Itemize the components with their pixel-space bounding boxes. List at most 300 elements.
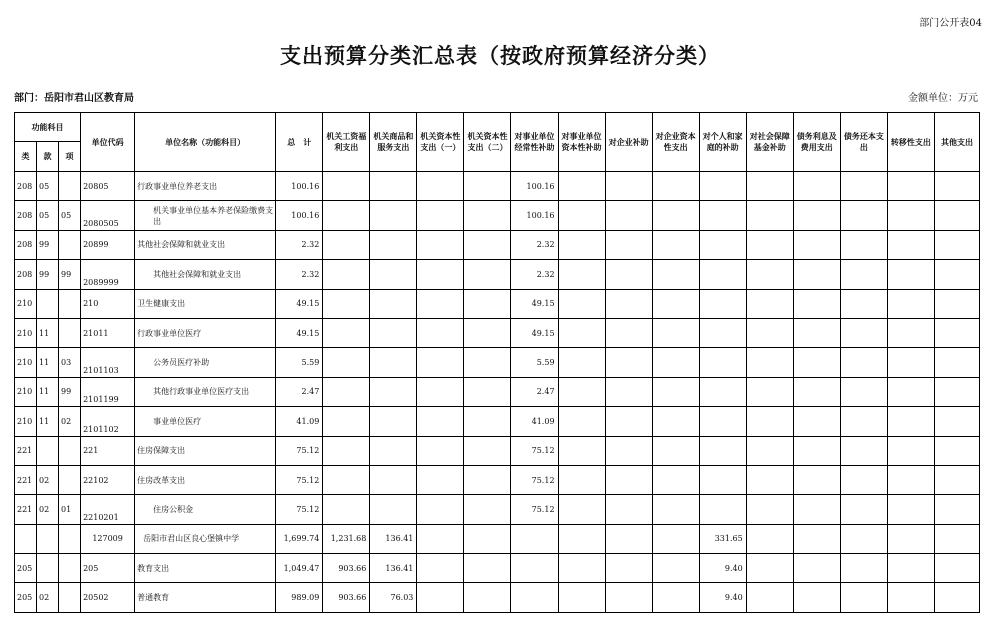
cell-c14 [934, 554, 979, 583]
cell-c6 [558, 583, 605, 612]
cell-c2 [370, 377, 417, 406]
cell-unit-name: 其他行政事业单位医疗支出 [135, 377, 276, 406]
cell-c14 [934, 172, 979, 201]
cell-c7 [605, 260, 652, 289]
table-row [15, 436, 980, 465]
cell-c9 [699, 407, 746, 436]
cell-c6 [558, 201, 605, 230]
cell-c13 [887, 201, 934, 230]
cell-kuan [37, 436, 59, 465]
cell-lei [15, 524, 37, 553]
cell-total: 1,049.47 [276, 554, 323, 583]
cell-c11 [793, 318, 840, 347]
cell-xiang [59, 436, 81, 465]
cell-c1 [323, 465, 370, 494]
cell-c4 [464, 465, 511, 494]
cell-c4 [464, 407, 511, 436]
cell-c11 [793, 348, 840, 377]
cell-xiang [59, 554, 81, 583]
cell-c8 [652, 583, 699, 612]
cell-total: 75.12 [276, 495, 323, 524]
cell-c2 [370, 172, 417, 201]
cell-c12 [840, 377, 887, 406]
cell-c7 [605, 230, 652, 259]
cell-c7 [605, 436, 652, 465]
cell-total: 2.32 [276, 260, 323, 289]
cell-c1 [323, 318, 370, 347]
cell-c10 [746, 495, 793, 524]
cell-total: 75.12 [276, 436, 323, 465]
page-title: 支出预算分类汇总表（按政府预算经济分类） [280, 44, 720, 68]
cell-xiang [59, 583, 81, 612]
cell-c1 [323, 377, 370, 406]
cell-c13 [887, 465, 934, 494]
cell-c6 [558, 230, 605, 259]
cell-c8 [652, 465, 699, 494]
cell-kuan [37, 289, 59, 318]
cell-c14 [934, 407, 979, 436]
cell-c4 [464, 583, 511, 612]
cell-c12 [840, 436, 887, 465]
cell-c7 [605, 318, 652, 347]
header-c7: 对企业补助 [605, 113, 652, 172]
cell-lei: 208 [15, 201, 37, 230]
cell-c9: 9.40 [699, 554, 746, 583]
cell-c2 [370, 230, 417, 259]
cell-unit-code: 20805 [81, 172, 135, 201]
cell-unit-code: 127009 [81, 524, 135, 553]
cell-c14 [934, 230, 979, 259]
cell-xiang: 99 [59, 260, 81, 289]
cell-c2: 136.41 [370, 524, 417, 553]
cell-xiang: 01 [59, 495, 81, 524]
cell-c5: 100.16 [511, 201, 558, 230]
cell-unit-name: 岳阳市君山区良心堡镇中学 [135, 524, 276, 553]
cell-c13 [887, 172, 934, 201]
cell-c6 [558, 348, 605, 377]
cell-kuan [37, 524, 59, 553]
cell-total: 75.12 [276, 465, 323, 494]
cell-kuan: 99 [37, 260, 59, 289]
cell-c8 [652, 524, 699, 553]
cell-c8 [652, 554, 699, 583]
cell-c8 [652, 260, 699, 289]
cell-c10 [746, 554, 793, 583]
cell-c2 [370, 318, 417, 347]
cell-c3 [417, 172, 464, 201]
cell-kuan: 11 [37, 318, 59, 347]
cell-c7 [605, 554, 652, 583]
cell-c6 [558, 495, 605, 524]
cell-c2 [370, 407, 417, 436]
cell-c7 [605, 377, 652, 406]
cell-kuan: 02 [37, 465, 59, 494]
cell-total: 100.16 [276, 172, 323, 201]
cell-c10 [746, 289, 793, 318]
cell-c6 [558, 260, 605, 289]
cell-c5: 75.12 [511, 465, 558, 494]
cell-lei: 205 [15, 554, 37, 583]
cell-total: 100.16 [276, 201, 323, 230]
table-row [15, 377, 980, 406]
cell-c12 [840, 407, 887, 436]
cell-c4 [464, 377, 511, 406]
cell-c12 [840, 465, 887, 494]
cell-unit-name: 机关事业单位基本养老保险缴费支出 [135, 201, 276, 230]
cell-c14 [934, 495, 979, 524]
cell-c9: 9.40 [699, 583, 746, 612]
cell-c4 [464, 289, 511, 318]
cell-c5 [511, 524, 558, 553]
header-unit-code: 单位代码 [81, 113, 135, 172]
cell-c3 [417, 318, 464, 347]
cell-c9 [699, 348, 746, 377]
cell-c5: 75.12 [511, 436, 558, 465]
cell-lei: 210 [15, 318, 37, 347]
cell-c2 [370, 348, 417, 377]
cell-c1 [323, 289, 370, 318]
cell-c8 [652, 377, 699, 406]
cell-c11 [793, 289, 840, 318]
cell-c5: 100.16 [511, 172, 558, 201]
cell-c2 [370, 465, 417, 494]
cell-c14 [934, 436, 979, 465]
cell-c13 [887, 377, 934, 406]
cell-unit-name: 公务员医疗补助 [135, 348, 276, 377]
cell-c6 [558, 377, 605, 406]
cell-c10 [746, 201, 793, 230]
cell-c6 [558, 524, 605, 553]
cell-c3 [417, 260, 464, 289]
cell-c1 [323, 260, 370, 289]
cell-kuan: 99 [37, 230, 59, 259]
cell-c9 [699, 201, 746, 230]
cell-total: 5.59 [276, 348, 323, 377]
cell-c9: 331.65 [699, 524, 746, 553]
cell-c13 [887, 318, 934, 347]
cell-c2 [370, 260, 417, 289]
cell-c12 [840, 260, 887, 289]
header-unit-name: 单位名称（功能科目） [135, 113, 276, 172]
cell-c10 [746, 260, 793, 289]
cell-c11 [793, 524, 840, 553]
cell-c8 [652, 348, 699, 377]
cell-c3 [417, 495, 464, 524]
cell-c12 [840, 318, 887, 347]
cell-c10 [746, 436, 793, 465]
cell-c3 [417, 436, 464, 465]
cell-c1 [323, 407, 370, 436]
cell-c6 [558, 407, 605, 436]
cell-c1 [323, 495, 370, 524]
cell-c13 [887, 348, 934, 377]
header-func-subject: 功能科目 [15, 113, 81, 142]
cell-lei: 210 [15, 348, 37, 377]
cell-c5: 75.12 [511, 495, 558, 524]
cell-c11 [793, 407, 840, 436]
cell-c14 [934, 377, 979, 406]
cell-c3 [417, 465, 464, 494]
header-c1: 机关工资福利支出 [323, 113, 370, 172]
cell-unit-code: 2101103 [81, 348, 135, 377]
cell-c2 [370, 495, 417, 524]
cell-unit-code: 22102 [81, 465, 135, 494]
doc-id: 部门公开表04 [919, 18, 982, 29]
cell-c5: 49.15 [511, 318, 558, 347]
cell-c7 [605, 583, 652, 612]
header-c12: 债务还本支出 [840, 113, 887, 172]
cell-c14 [934, 465, 979, 494]
cell-unit-code: 210 [81, 289, 135, 318]
cell-c11 [793, 465, 840, 494]
cell-unit-code: 20899 [81, 230, 135, 259]
cell-total: 41.09 [276, 407, 323, 436]
cell-c12 [840, 524, 887, 553]
cell-c8 [652, 201, 699, 230]
cell-c1 [323, 436, 370, 465]
cell-unit-name: 教育支出 [135, 554, 276, 583]
cell-c9 [699, 436, 746, 465]
cell-c1 [323, 348, 370, 377]
cell-xiang [59, 172, 81, 201]
cell-c8 [652, 172, 699, 201]
cell-unit-code: 221 [81, 436, 135, 465]
cell-c3 [417, 524, 464, 553]
cell-lei: 210 [15, 377, 37, 406]
cell-c11 [793, 554, 840, 583]
cell-c6 [558, 465, 605, 494]
cell-c9 [699, 289, 746, 318]
cell-lei: 208 [15, 260, 37, 289]
cell-c8 [652, 407, 699, 436]
cell-c12 [840, 583, 887, 612]
header-xiang: 项 [59, 142, 81, 172]
cell-unit-name: 事业单位医疗 [135, 407, 276, 436]
cell-lei: 221 [15, 495, 37, 524]
cell-c10 [746, 230, 793, 259]
cell-c1: 903.66 [323, 583, 370, 612]
cell-kuan: 11 [37, 348, 59, 377]
cell-c5: 2.32 [511, 260, 558, 289]
cell-c10 [746, 524, 793, 553]
cell-c3 [417, 201, 464, 230]
cell-c5: 2.47 [511, 377, 558, 406]
table-row [15, 289, 980, 318]
header-c10: 对社会保障基金补助 [746, 113, 793, 172]
cell-lei: 208 [15, 172, 37, 201]
cell-lei: 210 [15, 407, 37, 436]
cell-c3 [417, 348, 464, 377]
cell-xiang: 03 [59, 348, 81, 377]
cell-c14 [934, 260, 979, 289]
cell-c5 [511, 554, 558, 583]
cell-c10 [746, 348, 793, 377]
table-row [15, 318, 980, 347]
cell-c1: 1,231.68 [323, 524, 370, 553]
cell-unit-name: 行政事业单位医疗 [135, 318, 276, 347]
cell-c5: 2.32 [511, 230, 558, 259]
cell-kuan: 11 [37, 407, 59, 436]
cell-c6 [558, 318, 605, 347]
cell-c1 [323, 201, 370, 230]
cell-c7 [605, 289, 652, 318]
cell-c7 [605, 495, 652, 524]
cell-c3 [417, 230, 464, 259]
table-row [15, 407, 980, 436]
header-kuan: 款 [37, 142, 59, 172]
cell-c6 [558, 554, 605, 583]
cell-c8 [652, 318, 699, 347]
cell-c1: 903.66 [323, 554, 370, 583]
header-c3: 机关资本性支出（一） [417, 113, 464, 172]
table-row [15, 260, 980, 289]
cell-c13 [887, 436, 934, 465]
cell-c4 [464, 436, 511, 465]
cell-total: 989.09 [276, 583, 323, 612]
cell-unit-code: 2210201 [81, 495, 135, 524]
cell-c7 [605, 201, 652, 230]
cell-total: 49.15 [276, 289, 323, 318]
cell-c2: 136.41 [370, 554, 417, 583]
cell-c3 [417, 289, 464, 318]
table-row [15, 524, 980, 553]
cell-c8 [652, 230, 699, 259]
cell-c6 [558, 172, 605, 201]
cell-c14 [934, 348, 979, 377]
cell-c12 [840, 554, 887, 583]
cell-c3 [417, 377, 464, 406]
cell-lei: 205 [15, 583, 37, 612]
cell-kuan: 05 [37, 201, 59, 230]
cell-c4 [464, 318, 511, 347]
cell-c5: 41.09 [511, 407, 558, 436]
header-c13: 转移性支出 [887, 113, 934, 172]
header-c2: 机关商品和服务支出 [370, 113, 417, 172]
cell-unit-code: 21011 [81, 318, 135, 347]
cell-c7 [605, 348, 652, 377]
cell-c13 [887, 554, 934, 583]
cell-c9 [699, 465, 746, 494]
table-row [15, 495, 980, 524]
cell-unit-code: 2101199 [81, 377, 135, 406]
amount-unit-label: 金额单位：万元 [908, 93, 978, 104]
cell-c14 [934, 201, 979, 230]
cell-unit-code: 2101102 [81, 407, 135, 436]
cell-c12 [840, 495, 887, 524]
cell-c13 [887, 583, 934, 612]
header-c4: 机关资本性支出（二） [464, 113, 511, 172]
cell-c11 [793, 377, 840, 406]
cell-unit-code: 2089999 [81, 260, 135, 289]
cell-c5 [511, 583, 558, 612]
header-c6: 对事业单位资本性补助 [558, 113, 605, 172]
header-c8: 对企业资本性支出 [652, 113, 699, 172]
cell-kuan: 11 [37, 377, 59, 406]
cell-c4 [464, 495, 511, 524]
cell-c3 [417, 583, 464, 612]
cell-c10 [746, 318, 793, 347]
cell-c12 [840, 172, 887, 201]
cell-xiang: 99 [59, 377, 81, 406]
cell-c12 [840, 289, 887, 318]
cell-unit-name: 其他社会保障和就业支出 [135, 230, 276, 259]
table-row [15, 348, 980, 377]
cell-c7 [605, 465, 652, 494]
cell-c4 [464, 230, 511, 259]
cell-c4 [464, 524, 511, 553]
cell-total: 1,699.74 [276, 524, 323, 553]
cell-lei: 210 [15, 289, 37, 318]
cell-c13 [887, 289, 934, 318]
cell-c10 [746, 377, 793, 406]
cell-c11 [793, 436, 840, 465]
cell-c10 [746, 172, 793, 201]
cell-lei: 221 [15, 465, 37, 494]
cell-c8 [652, 495, 699, 524]
cell-c1 [323, 230, 370, 259]
cell-unit-name: 卫生健康支出 [135, 289, 276, 318]
cell-c4 [464, 201, 511, 230]
cell-xiang [59, 230, 81, 259]
cell-c10 [746, 407, 793, 436]
cell-unit-name: 其他社会保障和就业支出 [135, 260, 276, 289]
cell-c5: 49.15 [511, 289, 558, 318]
cell-c9 [699, 172, 746, 201]
cell-kuan: 02 [37, 583, 59, 612]
cell-c14 [934, 289, 979, 318]
cell-c1 [323, 172, 370, 201]
cell-xiang [59, 465, 81, 494]
cell-kuan [37, 554, 59, 583]
cell-xiang: 02 [59, 407, 81, 436]
cell-c5: 5.59 [511, 348, 558, 377]
cell-c4 [464, 554, 511, 583]
cell-unit-name: 行政事业单位养老支出 [135, 172, 276, 201]
cell-total: 2.47 [276, 377, 323, 406]
cell-c13 [887, 230, 934, 259]
cell-c14 [934, 583, 979, 612]
header-c9: 对个人和家庭的补助 [699, 113, 746, 172]
cell-c12 [840, 201, 887, 230]
header-c5: 对事业单位经常性补助 [511, 113, 558, 172]
cell-c2 [370, 289, 417, 318]
cell-c2 [370, 201, 417, 230]
table-row [15, 465, 980, 494]
cell-c13 [887, 524, 934, 553]
cell-lei: 208 [15, 230, 37, 259]
cell-unit-code: 20502 [81, 583, 135, 612]
cell-c9 [699, 318, 746, 347]
table-row [15, 201, 980, 230]
cell-c11 [793, 260, 840, 289]
cell-c10 [746, 583, 793, 612]
cell-lei: 221 [15, 436, 37, 465]
cell-c4 [464, 348, 511, 377]
cell-c7 [605, 524, 652, 553]
cell-kuan: 02 [37, 495, 59, 524]
cell-xiang: 05 [59, 201, 81, 230]
cell-c11 [793, 201, 840, 230]
department-label: 部门：岳阳市君山区教育局 [14, 93, 134, 104]
cell-c13 [887, 407, 934, 436]
cell-c3 [417, 554, 464, 583]
table-row [15, 583, 980, 612]
cell-c4 [464, 172, 511, 201]
cell-c11 [793, 230, 840, 259]
cell-c11 [793, 172, 840, 201]
cell-unit-name: 普通教育 [135, 583, 276, 612]
table-row [15, 554, 980, 583]
